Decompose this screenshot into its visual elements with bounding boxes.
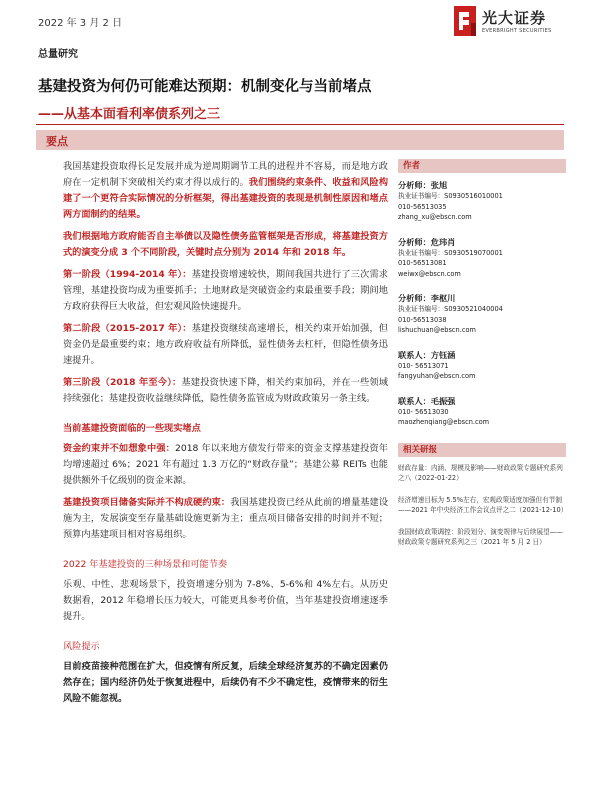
risk-text: 目前疫苗接种范围在扩大，但疫情有所反复，后续全球经济复苏的不确定因素仍然存在；国内经济仍处于恢复进程中，后续仍有不少不确定性，疫情带来的衍生风险不能忽视。 bbox=[63, 661, 388, 704]
related-reports-label: 相关研报 bbox=[403, 444, 438, 455]
report-category: 总量研究 bbox=[38, 49, 78, 60]
analyst-phone: 010-56513081 bbox=[398, 259, 447, 267]
issues-heading: 当前基建投资面临的一些现实堵点 bbox=[63, 423, 201, 434]
analyst-cert: 执业证书编号：S0930521040004 bbox=[398, 305, 503, 313]
main-body bbox=[63, 159, 388, 713]
stage-2-paragraph bbox=[63, 321, 388, 369]
analyst-cert: 执业证书编号：S0930516010001 bbox=[398, 192, 503, 200]
stage-3-paragraph bbox=[63, 375, 388, 407]
issue-1-heading: 资金约束并不如想象中强： bbox=[63, 443, 176, 454]
stage-2-text: 基建投资继续高速增长，相关约束开始加强，但资金仍是最重要约束；地方政府收益有所降低，显性债务去杠杆，但隐性债务迅速提升。 bbox=[63, 323, 388, 366]
analyst-card bbox=[398, 292, 566, 336]
analyst-phone: 010-56513038 bbox=[398, 315, 447, 324]
stage-1-text: 基建投资增速较快，期间我国共进行了三次需求管理，基建投资均成为重要抓手；土地财政是突破资金约束最重要手段；期间地方政府获得巨大收益，但宏观风险快速提升。 bbox=[63, 269, 388, 312]
key-points-label: 要点 bbox=[46, 135, 68, 148]
authors-label: 作者 bbox=[403, 161, 421, 171]
contact-name: 联系人：毛振强 bbox=[398, 395, 456, 406]
authors-bar bbox=[398, 159, 566, 173]
related-report-item[interactable]: 经济增速目标为 5.5%左右，宏观政策适度加强但有节制——2021 年中央经济工作会议点评之二（2021-12-10） bbox=[398, 495, 568, 514]
analyst-email[interactable]: weiwx@ebscn.com bbox=[398, 269, 461, 278]
outlook-heading: 2022 年基建投资的三种场景和可能节奏 bbox=[63, 559, 228, 570]
stage-1-heading: 第一阶段（1994-2014 年）： bbox=[63, 269, 192, 280]
contact-email[interactable]: fangyuhan@ebscn.com bbox=[398, 372, 476, 380]
broker-logo bbox=[452, 6, 572, 40]
stage-1-paragraph bbox=[63, 267, 388, 315]
sidebar bbox=[398, 159, 566, 559]
stage-3-text: 基建投资快速下降，相关约束加码，并在一些领域持续强化；基建投资收益继续降低，隐性债务监管成为财政政策另一条主线。 bbox=[63, 377, 389, 404]
risk-heading: 风险提示 bbox=[63, 641, 100, 652]
contact-phone: 010- 56513030 bbox=[398, 407, 449, 416]
analyst-cert: 执业证书编号：S0930519070001 bbox=[398, 248, 503, 257]
issue-2-paragraph bbox=[63, 495, 388, 543]
analyst-card bbox=[398, 179, 566, 223]
analyst-email[interactable]: zhang_xu@ebscn.com bbox=[398, 213, 472, 221]
intro-highlight-text: 我们围绕约束条件、收益和风险构建了一个更符合实际情况的分析框架，得出基建投资的表现是机制性原因和堵点两方面制约的结果。 bbox=[63, 177, 389, 220]
contact-card bbox=[398, 395, 566, 428]
analyst-email[interactable]: lishuchuan@ebscn.com bbox=[398, 326, 476, 334]
analyst-name: 分析师：李枢川 bbox=[398, 293, 456, 303]
stage-3-heading: 第三阶段（2018 年至今）： bbox=[63, 377, 182, 388]
logo-subtitle: EVERBRIGHT SECURITIES bbox=[482, 28, 552, 34]
contact-phone: 010- 56513071 bbox=[398, 361, 449, 370]
issue-1-text: 2018 年以来地方债发行带来的资金支撑基建投资年均增速超过 6%；2021 年有超过 1.3 万亿的“财政存量”；基建公募 REITs 也能提供额外千亿级别的资金来源。 bbox=[63, 443, 388, 486]
related-report-item[interactable]: 我国财政政策调控：阶段划分、演变规律与后续展望——财政政策专题研究系列之三（2021 年 5 月 2 日） bbox=[398, 527, 563, 546]
key-points-bar bbox=[36, 130, 564, 150]
stages-summary: 我们根据地方政府能否自主举债以及隐性债务监管框架是否形成，将基建投资方式的演变分成 3 个不同阶段，关键时点分别为 2014 年和 2018 年。 bbox=[63, 231, 388, 258]
analyst-name: 分析师：张旭 bbox=[398, 180, 448, 190]
issue-2-heading: 基建投资项目储备实际并不构成硬约束： bbox=[63, 497, 231, 508]
intro-paragraph bbox=[63, 159, 388, 223]
everbright-logo-icon bbox=[454, 6, 476, 36]
analyst-phone: 010-56513035 bbox=[398, 202, 447, 211]
analyst-card bbox=[398, 236, 566, 280]
contact-name: 联系人：方钰涵 bbox=[398, 349, 456, 360]
outlook-text: 乐观、中性、悲观场景下，投资增速分别为 7-8%、5-6%和 4%左右。从历史数据看，2012 年稳增长压力较大，可能更具参考价值，当年基建投资增速逐季提升。 bbox=[63, 579, 388, 622]
report-date: 2022 年 3 月 2 日 bbox=[38, 18, 123, 29]
analyst-name: 分析师：危玮肖 bbox=[398, 236, 456, 247]
related-report-item[interactable]: 财政存量：内涵、规模及影响——财政政策专题研究系列之八（2022-01-22） bbox=[398, 463, 563, 482]
intro-plain-text: 我国基建投资取得长足发展并成为逆周期调节工具的进程并不容易，而是地方政府在一定机制下突破相关约束才得以成行的。 bbox=[63, 161, 388, 188]
issue-2-text: 我国基建投资已经从此前的增量基建设施为主，发展演变至存量基础设施更新为主；重点项目储备安排的时间并不短；预算内基建项目相对容易组织。 bbox=[63, 497, 389, 540]
stage-2-heading: 第二阶段（2015-2017 年）： bbox=[63, 323, 192, 334]
title-divider bbox=[36, 124, 564, 125]
logo-name: 光大证券 bbox=[482, 9, 547, 27]
contact-email[interactable]: maozhenqiang@ebscn.com bbox=[398, 418, 490, 426]
issue-1-paragraph bbox=[63, 441, 388, 489]
contact-card bbox=[398, 349, 566, 382]
report-title: 基建投资为何仍可能难达预期：机制变化与当前堵点 bbox=[38, 79, 372, 95]
report-subtitle: ——从基本面看利率债系列之三 bbox=[38, 107, 221, 122]
related-reports-bar bbox=[398, 443, 566, 457]
